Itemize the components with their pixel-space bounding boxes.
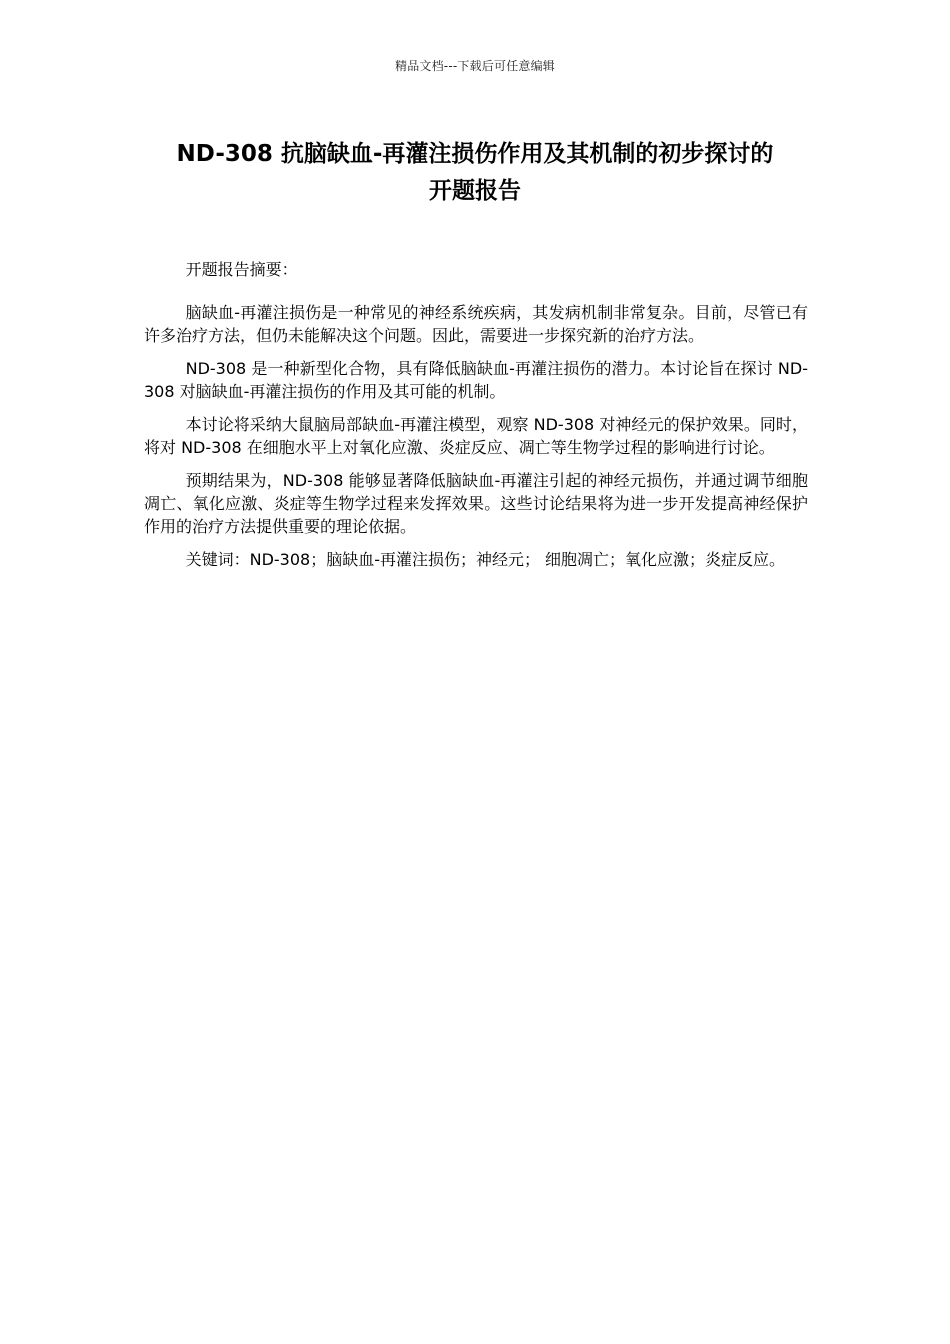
document-body: [144, 258, 808, 581]
summary-label: 开题报告摘要：: [185, 260, 298, 279]
title-line-1: ND-308 抗脑缺血-再灌注损伤作用及其机制的初步探讨的: [176, 141, 774, 167]
paragraph-background: 脑缺血-再灌注损伤是一种常见的神经系统疾病，其发病机制非常复杂。目前，尽管已有许多治疗方法，但仍未能解决这个问题。因此，需要进一步探究新的治疗方法。: [144, 303, 808, 345]
paragraph-keywords: 关键词：ND-308；脑缺血-再灌注损伤；神经元； 细胞凋亡；氧化应激；炎症反应。: [185, 550, 786, 569]
paragraph-purpose: ND-308 是一种新型化合物，具有降低脑缺血-再灌注损伤的潜力。本讨论旨在探讨 ND-308 对脑缺血-再灌注损伤的作用及其可能的机制。: [144, 359, 808, 401]
paragraph-expected-results: 预期结果为，ND-308 能够显著降低脑缺血-再灌注引起的神经元损伤，并通过调节细胞凋亡、氧化应激、炎症等生物学过程来发挥效果。这些讨论结果将为进一步开发提高神经保护作用的治疗方法提供重要的理论依据。: [144, 471, 808, 536]
paragraph-methods: 本讨论将采纳大鼠脑局部缺血-再灌注模型，观察 ND-308 对神经元的保护效果。同时，将对 ND-308 在细胞水平上对氧化应激、炎症反应、凋亡等生物学过程的影响进行讨论。: [144, 415, 808, 457]
document-title: [140, 136, 810, 210]
title-line-2: 开题报告: [429, 178, 521, 204]
header-note: 精品文档---下载后可任意编辑: [395, 59, 555, 73]
